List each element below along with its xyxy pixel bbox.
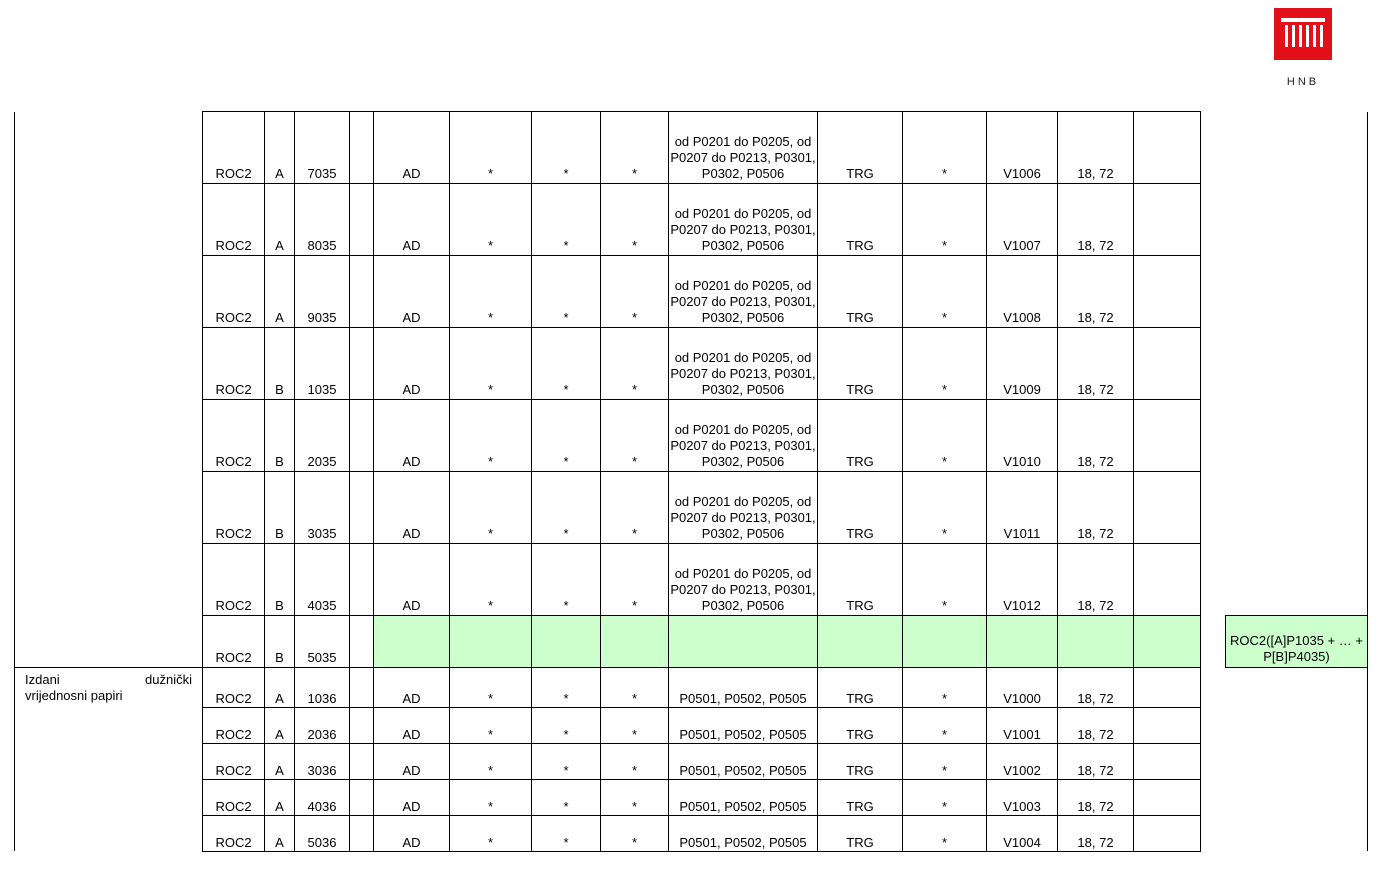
flag-cell: * xyxy=(450,668,532,708)
table-code-cell: ROC2 xyxy=(203,616,265,668)
market-cell: TRG xyxy=(818,779,903,815)
flag-cell: * xyxy=(601,668,669,708)
type-cell: AD xyxy=(374,668,450,708)
empty-cell xyxy=(1134,184,1201,256)
spacer-cell xyxy=(350,400,374,472)
position-list-cell: od P0201 do P0205, od P0207 do P0213, P0301, P0302, P0506 xyxy=(669,544,818,616)
table-row xyxy=(15,256,1368,328)
flag-cell xyxy=(450,616,532,668)
formula-cell xyxy=(1226,184,1368,256)
gap-cell xyxy=(1201,328,1226,400)
spacer-cell xyxy=(350,544,374,616)
flag-cell: * xyxy=(903,779,987,815)
flag-cell: * xyxy=(903,707,987,743)
formula-cell: ROC2([A]P1035 + … + P[B]P4035) xyxy=(1226,616,1368,668)
gap-cell xyxy=(1201,472,1226,544)
flag-cell: * xyxy=(450,328,532,400)
group-cell xyxy=(15,400,203,472)
table-row xyxy=(15,743,1368,779)
flag-cell: * xyxy=(601,328,669,400)
row-code-cell: 5036 xyxy=(295,815,350,851)
table-row xyxy=(15,616,1368,668)
flag-cell: * xyxy=(601,472,669,544)
flag-cell: * xyxy=(903,668,987,708)
table-code-cell: ROC2 xyxy=(203,707,265,743)
table-row xyxy=(15,815,1368,851)
market-cell: TRG xyxy=(818,743,903,779)
group-cell xyxy=(15,707,203,743)
type-cell: AD xyxy=(374,707,450,743)
spacer-cell xyxy=(350,707,374,743)
table-code-cell: ROC2 xyxy=(203,184,265,256)
rule-numbers-cell: 18, 72 xyxy=(1058,544,1134,616)
type-cell xyxy=(374,616,450,668)
empty-cell xyxy=(1134,616,1201,668)
spacer-cell xyxy=(350,815,374,851)
rule-numbers-cell: 18, 72 xyxy=(1058,779,1134,815)
validation-code-cell: V1000 xyxy=(987,668,1058,708)
flag-cell: * xyxy=(532,815,601,851)
table-code-cell: ROC2 xyxy=(203,400,265,472)
table-code-cell: ROC2 xyxy=(203,544,265,616)
market-cell: TRG xyxy=(818,707,903,743)
flag-cell: * xyxy=(903,472,987,544)
rule-numbers-cell: 18, 72 xyxy=(1058,707,1134,743)
group-label-line1 xyxy=(25,672,192,688)
table-row xyxy=(15,707,1368,743)
flag-cell: * xyxy=(903,400,987,472)
flag-cell: * xyxy=(450,112,532,184)
formula-cell xyxy=(1226,328,1368,400)
position-list-cell: od P0201 do P0205, od P0207 do P0213, P0301, P0302, P0506 xyxy=(669,184,818,256)
spacer-cell xyxy=(350,184,374,256)
table-row xyxy=(15,668,1368,708)
group-cell xyxy=(15,616,203,668)
spacer-cell xyxy=(350,112,374,184)
column-code-cell: B xyxy=(265,400,295,472)
market-cell: TRG xyxy=(818,184,903,256)
flag-cell: * xyxy=(532,472,601,544)
formula-cell xyxy=(1226,707,1368,743)
table-row xyxy=(15,544,1368,616)
market-cell: TRG xyxy=(818,400,903,472)
type-cell: AD xyxy=(374,328,450,400)
table-row xyxy=(15,779,1368,815)
row-code-cell: 2036 xyxy=(295,707,350,743)
gap-cell xyxy=(1201,707,1226,743)
flag-cell: * xyxy=(903,743,987,779)
flag-cell: * xyxy=(532,328,601,400)
position-list-cell xyxy=(669,616,818,668)
gap-cell xyxy=(1201,616,1226,668)
validation-code-cell: V1010 xyxy=(987,400,1058,472)
formula-cell xyxy=(1226,256,1368,328)
column-code-cell: B xyxy=(265,544,295,616)
flag-cell: * xyxy=(532,544,601,616)
formula-cell xyxy=(1226,815,1368,851)
column-code-cell: A xyxy=(265,112,295,184)
market-cell: TRG xyxy=(818,668,903,708)
gap-cell xyxy=(1201,779,1226,815)
table-code-cell: ROC2 xyxy=(203,256,265,328)
empty-cell xyxy=(1134,815,1201,851)
column-code-cell: A xyxy=(265,743,295,779)
row-code-cell: 8035 xyxy=(295,184,350,256)
row-code-cell: 1036 xyxy=(295,668,350,708)
hnb-columns-logo-icon xyxy=(1274,8,1332,60)
column-code-cell: B xyxy=(265,616,295,668)
formula-cell xyxy=(1226,743,1368,779)
group-label-line2: vrijednosni papiri xyxy=(25,688,123,703)
group-cell xyxy=(15,544,203,616)
table-code-cell: ROC2 xyxy=(203,472,265,544)
empty-cell xyxy=(1134,707,1201,743)
market-cell: TRG xyxy=(818,472,903,544)
flag-cell xyxy=(903,616,987,668)
flag-cell: * xyxy=(903,256,987,328)
group-cell xyxy=(15,256,203,328)
rule-numbers-cell: 18, 72 xyxy=(1058,668,1134,708)
flag-cell: * xyxy=(532,707,601,743)
flag-cell: * xyxy=(532,743,601,779)
market-cell: TRG xyxy=(818,256,903,328)
position-list-cell: od P0201 do P0205, od P0207 do P0213, P0301, P0302, P0506 xyxy=(669,328,818,400)
rule-numbers-cell: 18, 72 xyxy=(1058,400,1134,472)
validation-table xyxy=(14,111,1368,852)
flag-cell: * xyxy=(601,743,669,779)
column-code-cell: A xyxy=(265,184,295,256)
formula-cell xyxy=(1226,400,1368,472)
table-row xyxy=(15,112,1368,184)
flag-cell: * xyxy=(601,779,669,815)
gap-cell xyxy=(1201,743,1226,779)
position-list-cell: P0501, P0502, P0505 xyxy=(669,779,818,815)
flag-cell: * xyxy=(450,400,532,472)
type-cell: AD xyxy=(374,112,450,184)
spacer-cell xyxy=(350,779,374,815)
validation-code-cell: V1008 xyxy=(987,256,1058,328)
rule-numbers-cell: 18, 72 xyxy=(1058,815,1134,851)
position-list-cell: od P0201 do P0205, od P0207 do P0213, P0301, P0302, P0506 xyxy=(669,256,818,328)
group-cell xyxy=(15,779,203,815)
flag-cell: * xyxy=(450,184,532,256)
type-cell: AD xyxy=(374,743,450,779)
flag-cell: * xyxy=(532,256,601,328)
hnb-logo xyxy=(1274,8,1332,88)
flag-cell: * xyxy=(601,815,669,851)
group-cell xyxy=(15,743,203,779)
rule-numbers-cell: 18, 72 xyxy=(1058,328,1134,400)
validation-code-cell: V1002 xyxy=(987,743,1058,779)
flag-cell: * xyxy=(532,184,601,256)
group-label-word: dužnički xyxy=(145,672,192,687)
row-code-cell: 4036 xyxy=(295,779,350,815)
type-cell: AD xyxy=(374,184,450,256)
rule-numbers-cell xyxy=(1058,616,1134,668)
column-code-cell: A xyxy=(265,256,295,328)
flag-cell: * xyxy=(450,707,532,743)
spacer-cell xyxy=(350,472,374,544)
row-code-cell: 3036 xyxy=(295,743,350,779)
empty-cell xyxy=(1134,472,1201,544)
validation-code-cell xyxy=(987,616,1058,668)
gap-cell xyxy=(1201,668,1226,708)
group-cell xyxy=(15,328,203,400)
flag-cell: * xyxy=(903,112,987,184)
flag-cell: * xyxy=(532,668,601,708)
column-code-cell: B xyxy=(265,472,295,544)
flag-cell xyxy=(532,616,601,668)
empty-cell xyxy=(1134,256,1201,328)
column-code-cell: A xyxy=(265,668,295,708)
empty-cell xyxy=(1134,544,1201,616)
rule-numbers-cell: 18, 72 xyxy=(1058,112,1134,184)
group-label-cell xyxy=(15,668,203,708)
rule-numbers-cell: 18, 72 xyxy=(1058,472,1134,544)
rule-numbers-cell: 18, 72 xyxy=(1058,743,1134,779)
table-row xyxy=(15,400,1368,472)
market-cell xyxy=(818,616,903,668)
position-list-cell: od P0201 do P0205, od P0207 do P0213, P0301, P0302, P0506 xyxy=(669,112,818,184)
flag-cell: * xyxy=(450,544,532,616)
spacer-cell xyxy=(350,743,374,779)
row-code-cell: 5035 xyxy=(295,616,350,668)
gap-cell xyxy=(1201,544,1226,616)
flag-cell: * xyxy=(903,328,987,400)
flag-cell: * xyxy=(532,400,601,472)
row-code-cell: 7035 xyxy=(295,112,350,184)
column-code-cell: A xyxy=(265,779,295,815)
table-code-cell: ROC2 xyxy=(203,328,265,400)
flag-cell: * xyxy=(903,815,987,851)
flag-cell: * xyxy=(601,112,669,184)
validation-code-cell: V1007 xyxy=(987,184,1058,256)
table-code-cell: ROC2 xyxy=(203,815,265,851)
flag-cell: * xyxy=(601,184,669,256)
validation-code-cell: V1003 xyxy=(987,779,1058,815)
flag-cell: * xyxy=(601,544,669,616)
table-code-cell: ROC2 xyxy=(203,743,265,779)
formula-cell xyxy=(1226,112,1368,184)
flag-cell xyxy=(601,616,669,668)
rule-numbers-cell: 18, 72 xyxy=(1058,184,1134,256)
gap-cell xyxy=(1201,400,1226,472)
type-cell: AD xyxy=(374,256,450,328)
validation-code-cell: V1009 xyxy=(987,328,1058,400)
type-cell: AD xyxy=(374,779,450,815)
flag-cell: * xyxy=(450,779,532,815)
row-code-cell: 1035 xyxy=(295,328,350,400)
position-list-cell: P0501, P0502, P0505 xyxy=(669,668,818,708)
flag-cell: * xyxy=(903,544,987,616)
gap-cell xyxy=(1201,256,1226,328)
market-cell: TRG xyxy=(818,815,903,851)
rule-numbers-cell: 18, 72 xyxy=(1058,256,1134,328)
empty-cell xyxy=(1134,779,1201,815)
row-code-cell: 2035 xyxy=(295,400,350,472)
spacer-cell xyxy=(350,616,374,668)
formula-cell xyxy=(1226,779,1368,815)
column-code-cell: A xyxy=(265,707,295,743)
row-code-cell: 4035 xyxy=(295,544,350,616)
column-code-cell: B xyxy=(265,328,295,400)
position-list-cell: od P0201 do P0205, od P0207 do P0213, P0301, P0302, P0506 xyxy=(669,472,818,544)
flag-cell: * xyxy=(601,256,669,328)
formula-cell xyxy=(1226,472,1368,544)
group-cell xyxy=(15,472,203,544)
group-cell xyxy=(15,815,203,851)
flag-cell: * xyxy=(450,815,532,851)
group-label-word: Izdani xyxy=(25,672,60,687)
table-code-cell: ROC2 xyxy=(203,112,265,184)
group-cell xyxy=(15,112,203,184)
flag-cell: * xyxy=(450,472,532,544)
spacer-cell xyxy=(350,668,374,708)
type-cell: AD xyxy=(374,815,450,851)
flag-cell: * xyxy=(532,779,601,815)
group-cell xyxy=(15,184,203,256)
empty-cell xyxy=(1134,328,1201,400)
empty-cell xyxy=(1134,400,1201,472)
logo-text: HNB xyxy=(1286,76,1320,88)
validation-code-cell: V1012 xyxy=(987,544,1058,616)
flag-cell: * xyxy=(450,743,532,779)
type-cell: AD xyxy=(374,400,450,472)
type-cell: AD xyxy=(374,544,450,616)
row-code-cell: 3035 xyxy=(295,472,350,544)
table-row xyxy=(15,328,1368,400)
column-code-cell: A xyxy=(265,815,295,851)
position-list-cell: P0501, P0502, P0505 xyxy=(669,815,818,851)
position-list-cell: P0501, P0502, P0505 xyxy=(669,743,818,779)
empty-cell xyxy=(1134,112,1201,184)
validation-code-cell: V1001 xyxy=(987,707,1058,743)
flag-cell: * xyxy=(450,256,532,328)
formula-cell xyxy=(1226,668,1368,708)
market-cell: TRG xyxy=(818,328,903,400)
flag-cell: * xyxy=(601,707,669,743)
spacer-cell xyxy=(350,256,374,328)
row-code-cell: 9035 xyxy=(295,256,350,328)
gap-cell xyxy=(1201,815,1226,851)
table-code-cell: ROC2 xyxy=(203,779,265,815)
spacer-cell xyxy=(350,328,374,400)
flag-cell: * xyxy=(601,400,669,472)
validation-code-cell: V1004 xyxy=(987,815,1058,851)
market-cell: TRG xyxy=(818,112,903,184)
position-list-cell: P0501, P0502, P0505 xyxy=(669,707,818,743)
gap-cell xyxy=(1201,112,1226,184)
table-row xyxy=(15,472,1368,544)
type-cell: AD xyxy=(374,472,450,544)
flag-cell: * xyxy=(903,184,987,256)
empty-cell xyxy=(1134,743,1201,779)
market-cell: TRG xyxy=(818,544,903,616)
validation-code-cell: V1011 xyxy=(987,472,1058,544)
position-list-cell: od P0201 do P0205, od P0207 do P0213, P0301, P0302, P0506 xyxy=(669,400,818,472)
gap-cell xyxy=(1201,184,1226,256)
table-code-cell: ROC2 xyxy=(203,668,265,708)
flag-cell: * xyxy=(532,112,601,184)
empty-cell xyxy=(1134,668,1201,708)
validation-code-cell: V1006 xyxy=(987,112,1058,184)
formula-cell xyxy=(1226,544,1368,616)
table-row xyxy=(15,184,1368,256)
